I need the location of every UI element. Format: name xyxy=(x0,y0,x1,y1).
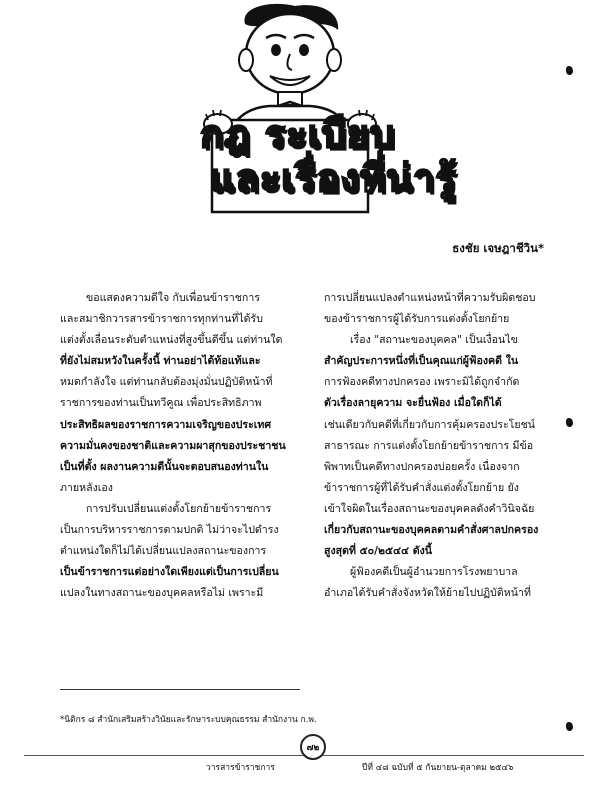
text-line: เกี่ยวกับสถานะของบุคคลตามคำสั่งศาลปกครอง xyxy=(324,524,539,537)
text-line: ตัวเรื่องลายุความ จะยื่นฟ้อง เมื่อใดก็ได้ xyxy=(324,397,502,410)
text-line: การปรับเปลี่ยนแต่งตั้งโยกย้ายข้าราชการ xyxy=(86,502,272,515)
page-number-badge: ๗๒ xyxy=(300,734,326,760)
publication-name: วารสารข้าราชการ xyxy=(206,763,275,773)
scan-speck xyxy=(566,418,573,427)
text-line: ขอแสดงความดีใจ กับเพื่อนข้าราชการ xyxy=(86,292,260,304)
title-line-1: กฎ ระเบียบ xyxy=(200,112,396,156)
footnote: *นิติกร ๘ สำนักเสริมสร้างวินัยและรักษาระบบคุณธรรม สำนักงาน ก.พ. xyxy=(60,715,317,725)
scan-speck xyxy=(566,66,573,75)
text-line: สาธารณะ การแต่งตั้งโยกย้ายข้าราชการ มีข้อ xyxy=(324,439,534,452)
text-line: ภายหลังเอง xyxy=(60,481,113,494)
text-line: เข้าใจผิดในเรื่องสถานะของบุคคลดังคำวินิจฉัย xyxy=(324,502,535,515)
text-line: การฟ้องคดีทางปกครอง เพราะมิได้ถูกจำกัด xyxy=(324,376,520,389)
text-line: พิพาทเป็นคดีทางปกครองบ่อยครั้ง เนื่องจาก xyxy=(324,460,520,473)
text-line: เป็นข้าราชการแต่อย่างใดเพียงแต่เป็นการเปลี่ยน xyxy=(60,566,279,579)
text-line: ประสิทธิผลของราชการความเจริญของประเทศ xyxy=(60,418,272,431)
text-line: สำคัญประการหนึ่งที่เป็นคุณแก่ผู้ฟ้องคดี ใน xyxy=(324,355,519,368)
text-line: ที่ยังไม่สมหวังในครั้งนี้ ท่านอย่าได้ท้อแท้และ xyxy=(60,355,261,368)
text-line: เป็นการบริหารราชการตามปกติ ไม่ว่าจะไปดำรง xyxy=(60,524,279,537)
text-line: และสมาชิกวารสารข้าราชการทุกท่านที่ได้รับ xyxy=(60,313,263,326)
left-paragraph-2 xyxy=(60,499,290,604)
text-line: ราชการของท่านเป็นทวีคูณ เพื่อประสิทธิภาพ xyxy=(60,397,262,410)
text-line: ของข้าราชการผู้ได้รับการแต่งตั้งโยกย้าย xyxy=(324,313,510,326)
right-paragraph-2 xyxy=(324,330,554,562)
text-line: แต่งตั้งเลื่อนระดับตำแหน่งที่สูงขึ้นดีขึ้น แต่ท่านใด xyxy=(60,334,283,347)
text-line: แปลงในทางสถานะของบุคคลหรือไม่ เพราะมี xyxy=(60,587,264,600)
scan-speck xyxy=(566,722,573,731)
right-paragraph-3 xyxy=(324,562,554,604)
text-line: การเปลี่ยนแปลงตำแหน่งหน้าที่ความรับผิดชอบ xyxy=(324,292,536,304)
text-line: ข้าราชการผู้ที่ได้รับคำสั่งแต่งตั้งโยกย้าย ยัง xyxy=(324,481,519,494)
text-line: เป็นที่ตั้ง ผลงานความดีนั้นจะตอบสนองท่านใน xyxy=(60,460,269,473)
footnote-divider xyxy=(60,689,300,690)
text-line: ตำแหน่งใดก็ไม่ได้เปลี่ยนแปลงสถานะของการ xyxy=(60,545,267,558)
left-paragraph-1 xyxy=(60,288,290,499)
issue-info: ปีที่ ๔๘ ฉบับที่ ๕ กันยายน-ตุลาคม ๒๕๔๖ xyxy=(362,763,514,773)
left-column xyxy=(60,288,290,604)
text-line: เช่นเดียวกับคดีที่เกี่ยวกับการคุ้มครองประโยชน์ xyxy=(324,418,535,431)
author-byline: ธงชัย เจษฎาชีวิน* xyxy=(452,241,544,255)
text-line: อำเภอได้รับคำสั่งจังหวัดให้ย้ายไปปฏิบัติหน้าที่ xyxy=(324,587,531,600)
text-line: หมดกำลังใจ แต่ท่านกลับต้องมุ่งมั่นปฏิบัติหน้าที่ xyxy=(60,376,273,389)
text-line: ผู้ฟ้องคดีเป็นผู้อำนวยการโรงพยาบาล xyxy=(350,566,518,579)
title-line-2: และเรื่องที่น่ารู้ xyxy=(210,156,457,200)
text-line: สูงสุดที่ ๕๐/๒๕๔๔ ดังนี้ xyxy=(324,545,433,558)
text-line: ความมั่นคงของชาติและความผาสุกของประชาชน xyxy=(60,439,286,452)
right-paragraph-1 xyxy=(324,288,554,330)
article-title xyxy=(200,112,457,200)
right-column xyxy=(324,288,554,604)
text-line: เรื่อง "สถานะของบุคคล" เป็นเงื่อนไข xyxy=(350,334,518,347)
